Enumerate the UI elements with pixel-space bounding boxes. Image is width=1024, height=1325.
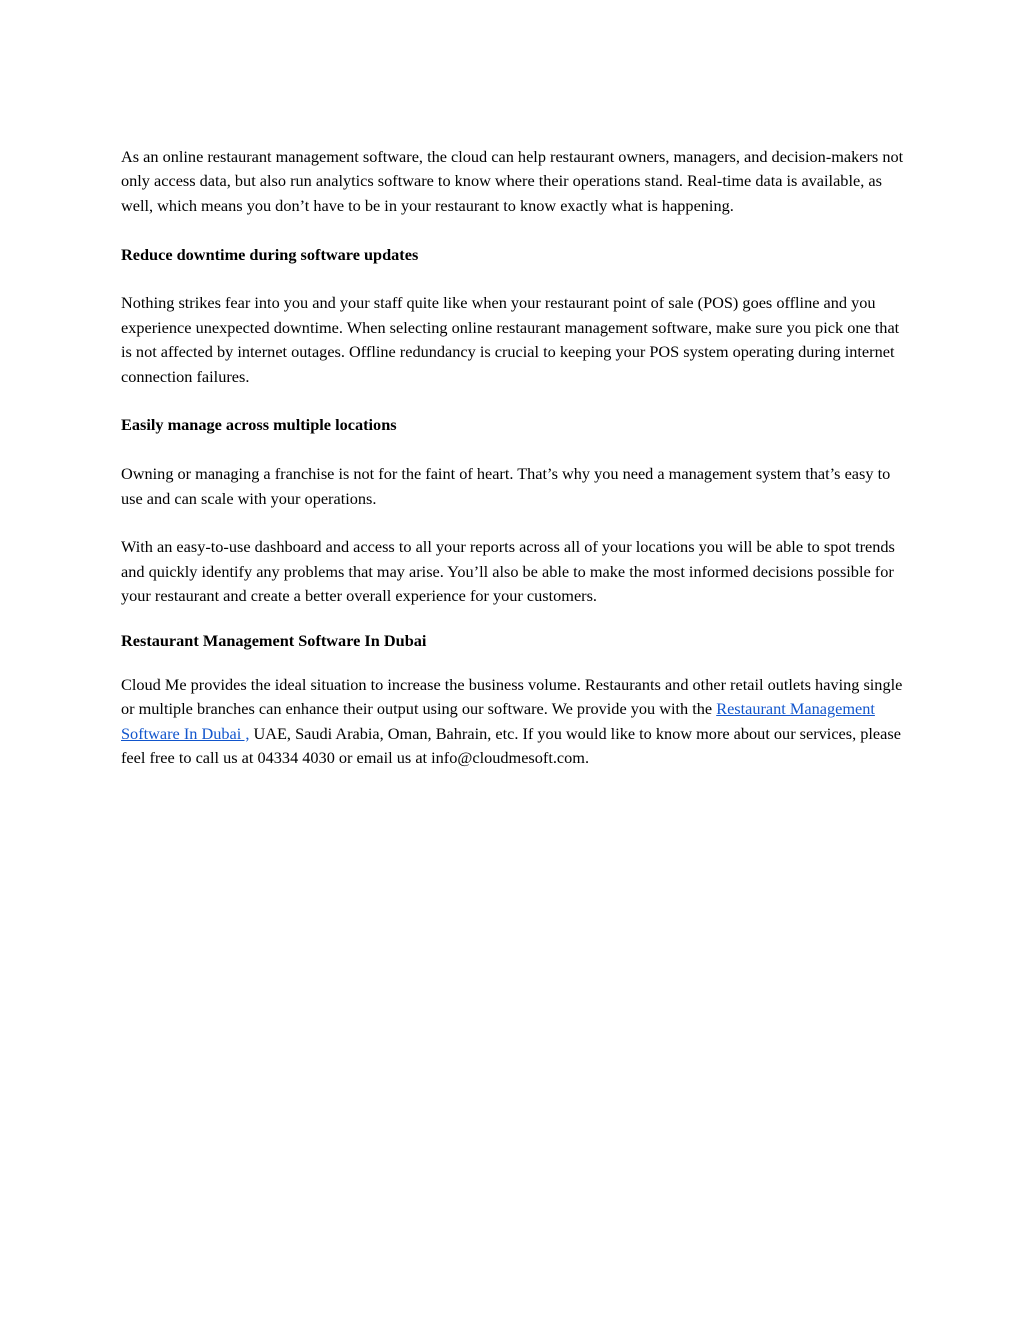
spacer	[121, 267, 911, 291]
downtime-paragraph: Nothing strikes fear into you and your staff quite like when your restaurant point of sale (POS) goes offline and you experience unexpected downtime. When selecting online restaurant management software, make sure you pick one that is not affected by internet outages. Offline redundancy is crucial to keeping your POS system operating during internet connection failures.	[121, 293, 900, 386]
spacer	[121, 438, 911, 462]
spacer	[121, 609, 911, 629]
dubai-text-after-link: UAE, Saudi Arabia, Oman, Bahrain, etc. If you would like to know more about our services, please feel free to call us at 04334 4030 or email us at info@cloudmesoft.com.	[121, 723, 901, 768]
spacer	[121, 218, 911, 242]
franchise-paragraph: Owning or managing a franchise is not for the faint of heart. That’s why you need a management system that’s easy to use and can scale with your operations.	[121, 464, 891, 508]
spacer	[121, 389, 911, 413]
spacer	[121, 653, 911, 673]
restaurant-software-dubai-link[interactable]: Restaurant Management Software In Dubai ,	[121, 699, 875, 743]
document-page	[121, 145, 911, 771]
dubai-text-before-link: Cloud Me provides the ideal situation to increase the business volume. Restaurants and other retail outlets having single or multiple branches can enhance their output using our software. We provide you with the	[121, 675, 903, 719]
section-heading-dubai: Restaurant Management Software In Dubai	[121, 630, 427, 650]
section-heading-downtime: Reduce downtime during software updates	[121, 244, 419, 264]
intro-paragraph: As an online restaurant management software, the cloud can help restaurant owners, managers, and decision-makers not only access data, but also run analytics software to know where their operations stand. Real-time data is available, as well, which means you don’t have to be in your restaurant to know exactly what is happening.	[121, 147, 904, 215]
dubai-paragraph	[121, 673, 911, 771]
spacer	[121, 511, 911, 535]
dashboard-paragraph: With an easy-to-use dashboard and access to all your reports across all of your locations you will be able to spot trends and quickly identify any problems that may arise. You’ll also be able to make the most informed decisions possible for your restaurant and create a better overall experience for your customers.	[121, 537, 895, 606]
section-heading-locations: Easily manage across multiple locations	[121, 415, 397, 435]
